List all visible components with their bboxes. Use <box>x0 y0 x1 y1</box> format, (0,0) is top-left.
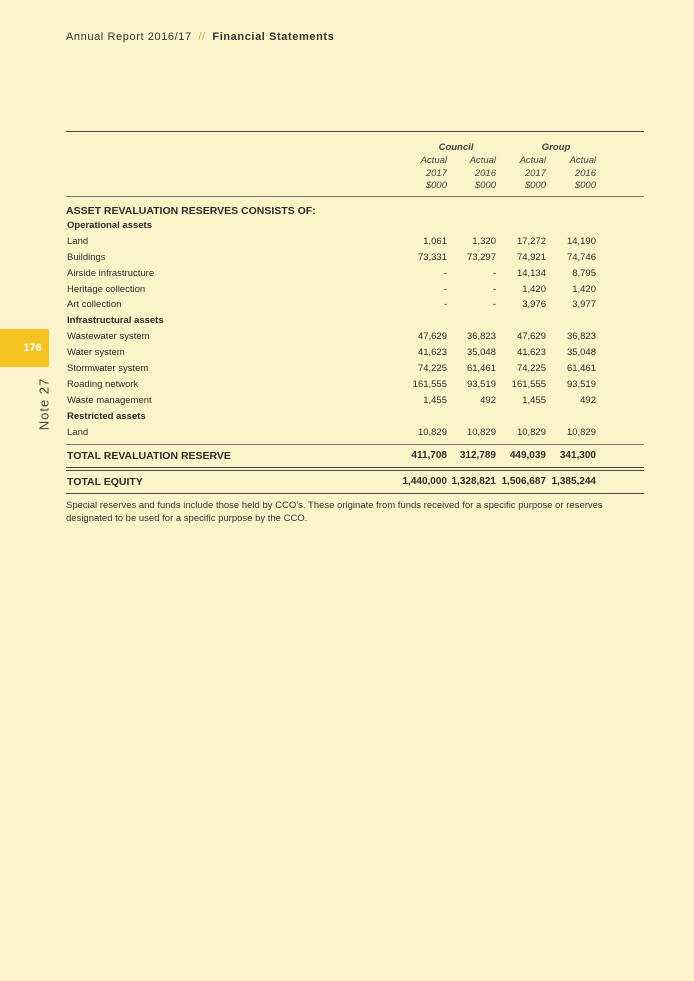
group-label-group: Group <box>541 142 571 153</box>
table-cell: 93,519 <box>466 378 496 390</box>
table-cell: 73,331 <box>417 251 447 263</box>
table-row <box>66 218 644 234</box>
table-body <box>66 218 644 440</box>
row-label: Water system <box>67 347 125 359</box>
table-cell: 36,823 <box>466 331 496 343</box>
table-row <box>66 329 644 345</box>
table-cell: 3,977 <box>572 299 596 311</box>
column-header-cell: Actual 2017 $000 <box>420 155 447 191</box>
table-row <box>66 266 644 282</box>
table-bottom-rule <box>66 493 644 494</box>
table-cell: 1,440,000 <box>402 476 447 488</box>
table-cell: 61,461 <box>466 363 496 375</box>
table-cell: 492 <box>580 394 596 406</box>
table-row <box>66 313 644 329</box>
row-label: Land <box>67 426 89 438</box>
table-cell: 73,297 <box>466 251 496 263</box>
note-label: Note 27 <box>36 377 52 431</box>
table-cell: 14,134 <box>516 267 546 279</box>
column-header-cell: Actual 2016 $000 <box>469 155 496 191</box>
table-row <box>66 345 644 361</box>
table-cell: 1,061 <box>423 235 447 247</box>
row-label: Wastewater system <box>67 331 150 343</box>
header-separator: // <box>198 31 206 43</box>
table-cell: 1,385,244 <box>551 476 596 488</box>
table-cell: 47,629 <box>417 331 447 343</box>
group-label-council: Council <box>438 142 474 153</box>
table-row <box>66 393 644 409</box>
table-cell: 47,629 <box>516 331 546 343</box>
table-cell: 161,555 <box>511 378 546 390</box>
table-cell: 36,823 <box>566 331 596 343</box>
table-cell: 1,328,821 <box>451 476 496 488</box>
table-row <box>66 282 644 298</box>
table-cell: 1,320 <box>472 235 496 247</box>
subsection-heading: Operational assets <box>67 220 153 231</box>
table-row <box>66 409 644 425</box>
header-rule <box>66 196 644 197</box>
table-cell: - <box>492 283 496 295</box>
table-cell: 41,623 <box>417 347 447 359</box>
report-title: Annual Report 2016/17 <box>66 31 192 43</box>
table-cell: - <box>443 299 447 311</box>
table-cell: - <box>443 267 447 279</box>
page-number-tab <box>0 329 49 367</box>
row-label: Waste management <box>67 394 152 406</box>
column-header <box>66 132 644 196</box>
table-cell: 312,789 <box>459 450 496 462</box>
table-cell: 10,829 <box>516 426 546 438</box>
row-label: Roading network <box>67 378 139 390</box>
row-label: Stormwater system <box>67 363 149 375</box>
table-cell: 1,420 <box>572 283 596 295</box>
table-cell: 14,190 <box>566 235 596 247</box>
column-header-cell: Actual 2016 $000 <box>569 155 596 191</box>
table-row <box>66 425 644 441</box>
revaluation-reserve-table <box>66 131 644 494</box>
table-cell: 74,225 <box>516 363 546 375</box>
table-cell: 1,420 <box>522 283 546 295</box>
table-cell: 1,506,687 <box>501 476 546 488</box>
table-cell: 1,455 <box>522 394 546 406</box>
table-cell: 93,519 <box>566 378 596 390</box>
subsection-heading: Restricted assets <box>67 410 146 422</box>
table-row <box>66 234 644 250</box>
table-cell: 10,829 <box>566 426 596 438</box>
table-cell: 17,272 <box>516 235 546 247</box>
table-cell: 35,048 <box>466 347 496 359</box>
table-cell: 74,921 <box>516 251 546 263</box>
total-equity-row <box>66 471 644 493</box>
total-revaluation-row <box>66 445 644 467</box>
table-cell: - <box>443 283 447 295</box>
total-revaluation-label: TOTAL REVALUATION RESERVE <box>67 450 231 463</box>
table-cell: - <box>492 267 496 279</box>
table-cell: 74,746 <box>566 251 596 263</box>
table-cell: 492 <box>480 394 496 406</box>
row-label: Art collection <box>67 299 122 311</box>
row-label: Land <box>67 235 89 247</box>
table-cell: 1,455 <box>423 394 447 406</box>
table-cell: 411,708 <box>411 450 447 462</box>
table-row <box>66 250 644 266</box>
row-label: Buildings <box>67 251 106 263</box>
section-title: Financial Statements <box>212 31 335 43</box>
footnote: Special reserves and funds include those held by CCO’s. These originate from funds received for a specific purpose or reserves designated to be used for a specific purpose by the CCO. <box>66 500 603 524</box>
page-header <box>66 31 334 43</box>
table-cell: 61,461 <box>566 363 596 375</box>
column-header-cell: Actual 2017 $000 <box>519 155 546 191</box>
table-cell: 449,039 <box>509 450 546 462</box>
table-section-title: ASSET REVALUATION RESERVES CONSISTS OF: <box>66 205 316 217</box>
table-cell: 8,795 <box>572 267 596 279</box>
table-cell: 41,623 <box>516 347 546 359</box>
table-cell: 10,829 <box>466 426 496 438</box>
table-row <box>66 377 644 393</box>
table-cell: 35,048 <box>566 347 596 359</box>
row-label: Heritage collection <box>67 283 146 295</box>
subsection-heading: Infrastructural assets <box>67 315 164 327</box>
table-row <box>66 297 644 313</box>
table-cell: 161,555 <box>412 378 447 390</box>
table-cell: 10,829 <box>417 426 447 438</box>
table-cell: 3,976 <box>522 299 546 311</box>
table-cell: 74,225 <box>417 363 447 375</box>
table-row <box>66 361 644 377</box>
page-number: 176 <box>23 342 42 354</box>
row-label: Airside infrastructure <box>67 267 155 279</box>
total-equity-label: TOTAL EQUITY <box>67 476 143 489</box>
table-cell: - <box>492 299 496 311</box>
table-cell: 341,300 <box>559 450 596 462</box>
